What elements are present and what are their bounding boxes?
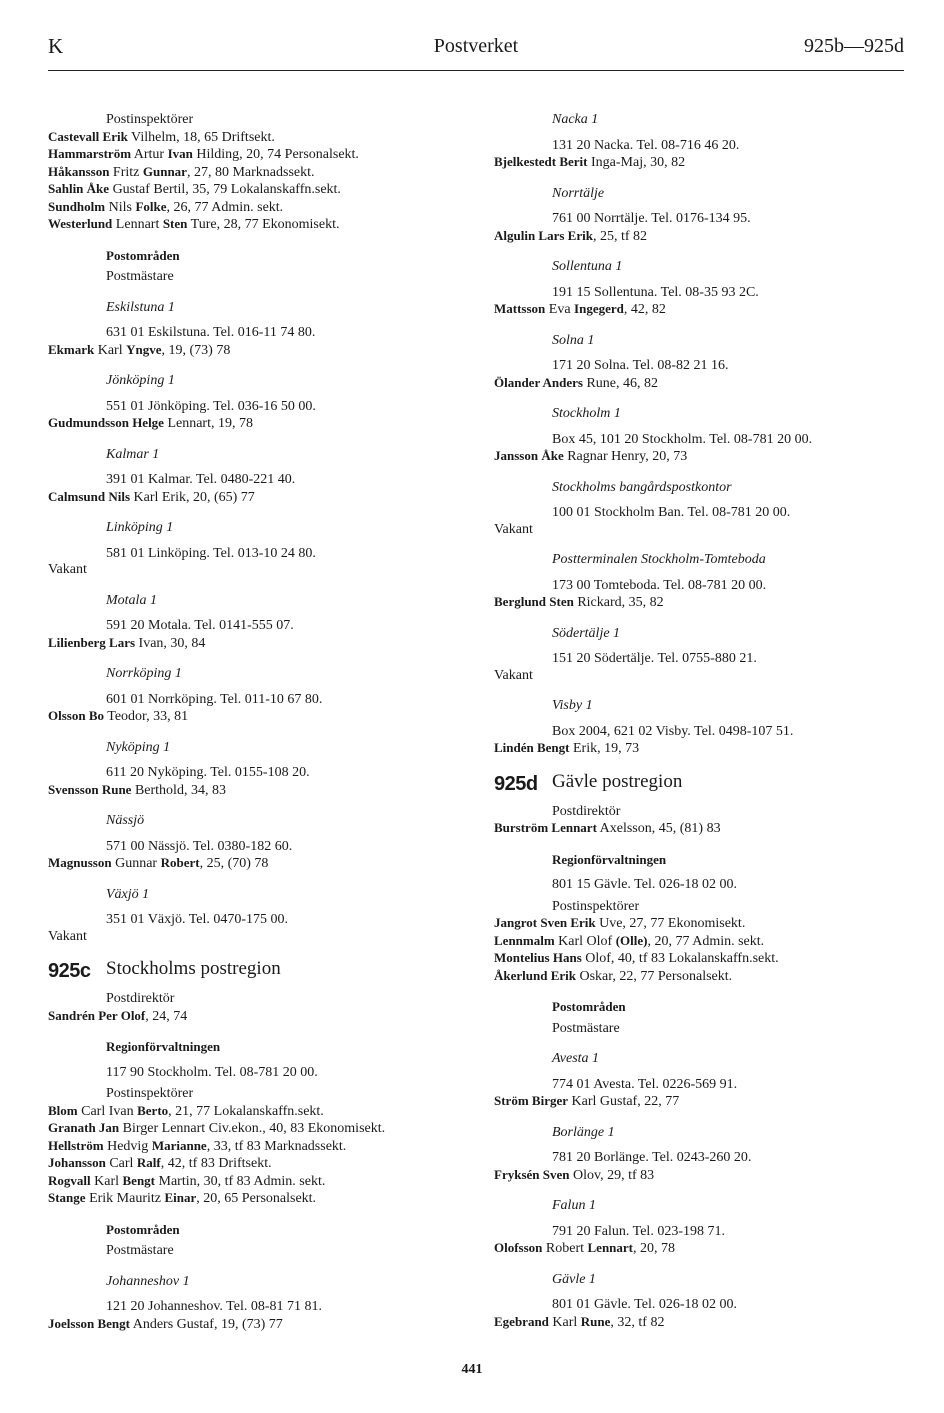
person-name-part: Einar xyxy=(164,1190,197,1205)
office-place: Avesta 1 xyxy=(552,1051,600,1066)
director-entry xyxy=(494,820,904,838)
postmastare-heading: Postmästare xyxy=(106,269,174,284)
page-header xyxy=(48,34,904,64)
person-name-part: Lindén Bengt xyxy=(494,740,570,755)
person-name-part: Gunnar xyxy=(142,163,187,179)
postmastare-heading: Postmästare xyxy=(552,1020,620,1036)
office-place: Eskilstuna 1 xyxy=(106,299,175,315)
person-entry xyxy=(48,199,468,217)
person-entry xyxy=(48,489,468,507)
person-entry xyxy=(494,968,904,986)
office-manager xyxy=(48,1316,468,1334)
person-name-part: Håkansson xyxy=(48,163,110,179)
person-details: Martin, 30, tf 83 Admin. sekt. xyxy=(155,1173,326,1189)
office-place: Linköping 1 xyxy=(106,520,174,535)
person-details: , 19, (73) 78 xyxy=(161,342,231,358)
office-list xyxy=(48,300,468,946)
person-details: Vakant xyxy=(494,521,533,537)
office-address: 801 01 Gävle. Tel. 026-18 02 00. xyxy=(552,1297,738,1312)
person-details: Artur xyxy=(131,147,168,162)
person-name: Joelsson Bengt xyxy=(48,1315,130,1331)
person-entry xyxy=(494,668,904,685)
office-address: 171 20 Solna. Tel. 08-82 21 16. xyxy=(552,358,729,373)
region-address: 117 90 Stockholm. Tel. 08-781 20 00. xyxy=(106,1064,318,1080)
person-name-part: Lennmalm xyxy=(494,932,555,948)
office-place: Nacka 1 xyxy=(552,112,599,127)
person-entry xyxy=(494,375,904,393)
person-details: , 25, tf 82 xyxy=(592,228,648,244)
person-name-part: Mattsson xyxy=(494,301,546,316)
person-details: Olov, 29, tf 83 xyxy=(569,1167,655,1183)
person-entry xyxy=(48,164,468,182)
person-entry xyxy=(48,1120,468,1138)
person-name-part: Berto xyxy=(137,1102,169,1118)
office-address: 391 01 Kalmar. Tel. 0480-221 40. xyxy=(106,472,296,487)
person-name-part: Olsson Bo xyxy=(48,708,104,723)
person-name-part: Folke xyxy=(135,198,167,214)
person-entry xyxy=(48,146,468,164)
office-address: Box 2004, 621 02 Visby. Tel. 0498-107 51. xyxy=(552,723,794,739)
person-details: Erik, 19, 73 xyxy=(569,741,640,756)
person-name-part: Jansson Åke xyxy=(494,448,564,463)
regionforvaltning-heading: Regionförvaltningen xyxy=(552,851,667,867)
person-details: Lennart, 19, 78 xyxy=(163,416,253,431)
office-address: 173 00 Tomteboda. Tel. 08-781 20 00. xyxy=(552,577,767,593)
section-number: 925d xyxy=(494,772,538,795)
person-entry xyxy=(48,342,468,360)
person-details: , 26, 77 Admin. sekt. xyxy=(166,199,284,215)
person-details: Fritz xyxy=(109,164,143,180)
person-name-part: Åkerlund Erik xyxy=(494,967,576,983)
person-name-part: Magnusson xyxy=(48,855,112,870)
person-details: Karl xyxy=(94,342,127,358)
person-details: Lennart xyxy=(112,217,163,232)
office-place: Solna 1 xyxy=(552,332,595,348)
person-details: , 42, tf 83 Driftsekt. xyxy=(160,1156,272,1171)
page-number: 441 xyxy=(461,1362,483,1377)
person-name-part: Westerlund xyxy=(48,216,113,231)
person-details: Hilding, 20, 74 Personalsekt. xyxy=(192,147,359,162)
person-entry xyxy=(48,708,468,726)
person-name-part: Johansson xyxy=(48,1155,106,1170)
person-details: Carl Ivan xyxy=(77,1103,138,1119)
person-details: Oskar, 22, 77 Personalsekt. xyxy=(576,968,733,984)
person-details: , 24, 74 xyxy=(145,1008,188,1024)
person-name-part: Gudmundsson Helge xyxy=(48,415,164,430)
section-925c xyxy=(48,958,468,987)
person-details: Karl Gustaf, 22, 77 xyxy=(568,1094,680,1109)
person-name-part: Sundholm xyxy=(48,198,106,214)
office-address: 591 20 Motala. Tel. 0141-555 07. xyxy=(106,618,294,633)
person-details: Vakant xyxy=(494,667,533,683)
person-details: , 27, 80 Marknadssekt. xyxy=(186,164,315,180)
person-name-part: Algulin Lars Erik xyxy=(494,227,593,243)
office-place: Stockholms bangårdspostkontor xyxy=(552,479,732,495)
person-details: Gustaf Bertil, 35, 79 Lokalanskaffn.sekt. xyxy=(109,182,341,197)
person-name-part: Sten xyxy=(162,216,188,231)
person-details: Ragnar Henry, 20, 73 xyxy=(563,449,688,464)
person-entry xyxy=(494,594,904,612)
person-details: Inga-Maj, 30, 82 xyxy=(587,155,686,170)
postdirektor-label: Postdirektör xyxy=(106,991,175,1006)
person-name-part: Robert xyxy=(160,855,200,870)
person-entry xyxy=(494,1240,904,1258)
person-entry xyxy=(48,1155,468,1173)
person-entry xyxy=(48,855,468,873)
office-address: 191 15 Sollentuna. Tel. 08-35 93 2C. xyxy=(552,284,759,300)
office-place: Växjö 1 xyxy=(106,886,150,902)
person-name-part: Stange xyxy=(48,1190,86,1205)
person-entry xyxy=(48,181,468,199)
office-place: Postterminalen Stockholm-Tomteboda xyxy=(552,552,766,567)
person-name-part: Yngve xyxy=(126,341,162,357)
person-name-part: Ingegerd xyxy=(574,301,624,316)
person-name-part: Blom xyxy=(48,1102,78,1118)
director-entry xyxy=(48,1008,468,1026)
person-details: Carl xyxy=(105,1156,137,1171)
office-address: 791 20 Falun. Tel. 023-198 71. xyxy=(552,1223,725,1239)
person-details: Vakant xyxy=(48,928,87,944)
office-address: 601 01 Norrköping. Tel. 011-10 67 80. xyxy=(106,691,323,707)
person-details: Olof, 40, tf 83 Lokalanskaffn.sekt. xyxy=(581,951,779,966)
person-details: Rickard, 35, 82 xyxy=(573,595,664,610)
header-title: Postverket xyxy=(433,35,519,57)
person-details: , 21, 77 Lokalanskaffn.sekt. xyxy=(168,1103,324,1119)
person-entry xyxy=(494,228,904,246)
office-place: Nyköping 1 xyxy=(106,739,171,755)
office-place: Jönköping 1 xyxy=(106,373,175,388)
person-details: Karl xyxy=(548,1314,581,1330)
header-rule xyxy=(48,70,904,71)
person-details: , 42, 82 xyxy=(623,302,666,317)
office-list xyxy=(494,1051,904,1331)
office-list xyxy=(494,112,904,758)
person-entry xyxy=(494,154,904,172)
office-address: 781 20 Borlänge. Tel. 0243-260 20. xyxy=(552,1150,752,1165)
office-address: 121 20 Johanneshov. Tel. 08-81 71 81. xyxy=(106,1299,323,1314)
person-details: Karl Olof xyxy=(554,933,616,949)
office-address: 611 20 Nyköping. Tel. 0155-108 20. xyxy=(106,765,310,780)
office-place: Södertälje 1 xyxy=(552,625,621,641)
person-entry xyxy=(48,635,468,653)
person-entry xyxy=(494,1093,904,1111)
person-details: Eva xyxy=(545,302,575,317)
person-details: , 20, 78 xyxy=(633,1241,676,1256)
office-place: Visby 1 xyxy=(552,698,593,713)
inspector-list xyxy=(48,129,468,234)
office-place: Norrtälje xyxy=(552,185,605,201)
section-title: Stockholms postregion xyxy=(106,958,281,979)
person-name-part: Ekmark xyxy=(48,341,95,357)
person-name-part: Olofsson xyxy=(494,1240,543,1255)
office-place: Kalmar 1 xyxy=(106,446,160,462)
office-place: Johanneshov 1 xyxy=(106,1273,190,1289)
person-name-part: Egebrand xyxy=(494,1313,549,1329)
office-place: Norrköping 1 xyxy=(106,666,182,681)
person-entry xyxy=(494,301,904,319)
left-column xyxy=(48,112,468,1333)
person-entry xyxy=(48,415,468,433)
person-name-part: Calmsund Nils xyxy=(48,488,130,504)
person-details: Hedvig xyxy=(103,1138,152,1154)
person-name-part: Sahlin Åke xyxy=(48,181,110,196)
person-details: Anders Gustaf, 19, (73) 77 xyxy=(129,1316,283,1332)
office-address: 351 01 Växjö. Tel. 0470-175 00. xyxy=(106,912,289,927)
office-place: Falun 1 xyxy=(552,1198,596,1213)
person-name-part: Svensson Rune xyxy=(48,781,132,797)
person-details: , 25, (70) 78 xyxy=(199,856,269,871)
person-entry xyxy=(48,1173,468,1191)
office-address: Box 45, 101 20 Stockholm. Tel. 08-781 20 00. xyxy=(552,431,813,447)
person-entry xyxy=(48,562,468,579)
office-address: 761 00 Norrtälje. Tel. 0176-134 95. xyxy=(552,211,751,226)
person-name-part: Lilienberg Lars xyxy=(48,634,136,650)
person-name-part: Fryksén Sven xyxy=(494,1166,570,1182)
person-details: Vilhelm, 18, 65 Driftsekt. xyxy=(127,129,275,145)
inspector-list xyxy=(494,915,904,985)
person-name-part: Castevall Erik xyxy=(48,128,128,144)
person-details: Ivan, 30, 84 xyxy=(135,635,206,651)
person-details: Gunnar xyxy=(111,856,161,871)
person-name-part: Ivan xyxy=(167,146,193,161)
person-name: Burström Lennart xyxy=(494,820,597,835)
person-entry xyxy=(48,1190,468,1208)
person-name-part: Bjelkestedt Berit xyxy=(494,154,588,169)
office-place: Sollentuna 1 xyxy=(552,259,623,274)
postomraden-heading: Postområden xyxy=(106,1221,180,1237)
office-place: Gävle 1 xyxy=(552,1271,596,1287)
person-entry xyxy=(48,782,468,800)
section-number: 925c xyxy=(48,960,91,982)
office-address: 631 01 Eskilstuna. Tel. 016-11 74 80. xyxy=(106,325,316,340)
person-details: Axelsson, 45, (81) 83 xyxy=(596,821,721,836)
person-entry xyxy=(494,448,904,466)
person-details: Berthold, 34, 83 xyxy=(131,782,226,798)
person-entry xyxy=(494,915,904,933)
office-address: 571 00 Nässjö. Tel. 0380-182 60. xyxy=(106,838,293,854)
right-column xyxy=(494,112,904,1331)
office-address: 151 20 Södertälje. Tel. 0755-880 21. xyxy=(552,651,757,666)
person-entry xyxy=(48,929,468,946)
header-letter: K xyxy=(48,34,64,58)
person-entry xyxy=(48,129,468,147)
person-entry xyxy=(48,1138,468,1156)
person-name-part: Granath Jan xyxy=(48,1120,120,1135)
person-details: Robert xyxy=(542,1241,588,1256)
person-name: Sandrén Per Olof xyxy=(48,1007,146,1023)
person-details: , 33, tf 83 Marknadssekt. xyxy=(206,1138,347,1154)
person-details: Teodor, 33, 81 xyxy=(104,709,189,724)
regionforvaltning-heading: Regionförvaltningen xyxy=(106,1039,221,1054)
postomraden-heading: Postområden xyxy=(552,999,626,1014)
person-name-part: Berglund Sten xyxy=(494,594,574,609)
office-address: 774 01 Avesta. Tel. 0226-569 91. xyxy=(552,1076,738,1092)
person-details: Rune, 46, 82 xyxy=(582,375,659,391)
office-address: 551 01 Jönköping. Tel. 036-16 50 00. xyxy=(106,398,316,414)
office-place: Motala 1 xyxy=(106,592,157,608)
person-details: , 20, 77 Admin. sekt. xyxy=(647,933,765,949)
office-place: Borlänge 1 xyxy=(552,1124,615,1140)
section-925d xyxy=(494,770,904,800)
person-details: , 32, tf 82 xyxy=(610,1314,665,1330)
person-name-part: Ölander Anders xyxy=(494,374,583,390)
person-entry xyxy=(494,740,904,758)
person-details: Birger Lennart Civ.ekon., 40, 83 Ekonomisekt. xyxy=(119,1121,386,1136)
person-entry xyxy=(494,1167,904,1185)
section-title: Gävle postregion xyxy=(552,770,683,792)
person-details: Karl Erik, 20, (65) 77 xyxy=(130,489,255,505)
postmastare-heading: Postmästare xyxy=(106,1243,174,1258)
person-name-part: Rune xyxy=(580,1313,611,1329)
office-address: 100 01 Stockholm Ban. Tel. 08-781 20 00. xyxy=(552,505,791,520)
section-subheading: Postinspektörer xyxy=(106,112,194,127)
person-name-part: Jangrot Sven Erik xyxy=(494,915,596,930)
person-details: Vakant xyxy=(48,562,87,577)
inspector-list xyxy=(48,1103,468,1208)
person-entry xyxy=(494,933,904,951)
person-name-part: Marianne xyxy=(151,1137,207,1153)
person-name-part: Bengt xyxy=(122,1172,156,1188)
inspektorer-heading: Postinspektörer xyxy=(552,898,640,914)
person-name-part: Ström Birger xyxy=(494,1093,569,1108)
person-details: Nils xyxy=(105,199,136,215)
person-name-part: Lennart xyxy=(587,1240,634,1255)
region-address: 801 15 Gävle. Tel. 026-18 02 00. xyxy=(552,877,738,892)
person-name-part: Ralf xyxy=(136,1155,161,1170)
person-details: Erik Mauritz xyxy=(85,1191,165,1206)
postdirektor-label: Postdirektör xyxy=(552,803,621,819)
person-entry xyxy=(48,216,468,234)
person-details: , 20, 65 Personalsekt. xyxy=(196,1191,317,1206)
person-details: Karl xyxy=(90,1173,123,1189)
person-entry xyxy=(494,1314,904,1332)
postomraden-heading: Postområden xyxy=(106,247,180,263)
office-place: Stockholm 1 xyxy=(552,406,621,421)
inspektorer-heading: Postinspektörer xyxy=(106,1086,194,1101)
person-name-part: Hellström xyxy=(48,1137,104,1153)
person-details: Ture, 28, 77 Ekonomisekt. xyxy=(187,217,340,232)
person-entry xyxy=(48,1103,468,1121)
person-details: Uve, 27, 77 Ekonomisekt. xyxy=(595,916,746,931)
header-range: 925b—925d xyxy=(804,35,904,57)
office-address: 581 01 Linköping. Tel. 013-10 24 80. xyxy=(106,545,316,561)
person-name-part: Hammarström xyxy=(48,146,132,161)
person-name-part: Montelius Hans xyxy=(494,950,582,965)
person-entry xyxy=(494,950,904,968)
person-name-part: Rogvall xyxy=(48,1172,91,1188)
person-entry xyxy=(494,522,904,539)
office-address: 131 20 Nacka. Tel. 08-716 46 20. xyxy=(552,137,740,153)
person-name-part: (Olle) xyxy=(615,932,648,948)
office-place: Nässjö xyxy=(106,813,145,828)
